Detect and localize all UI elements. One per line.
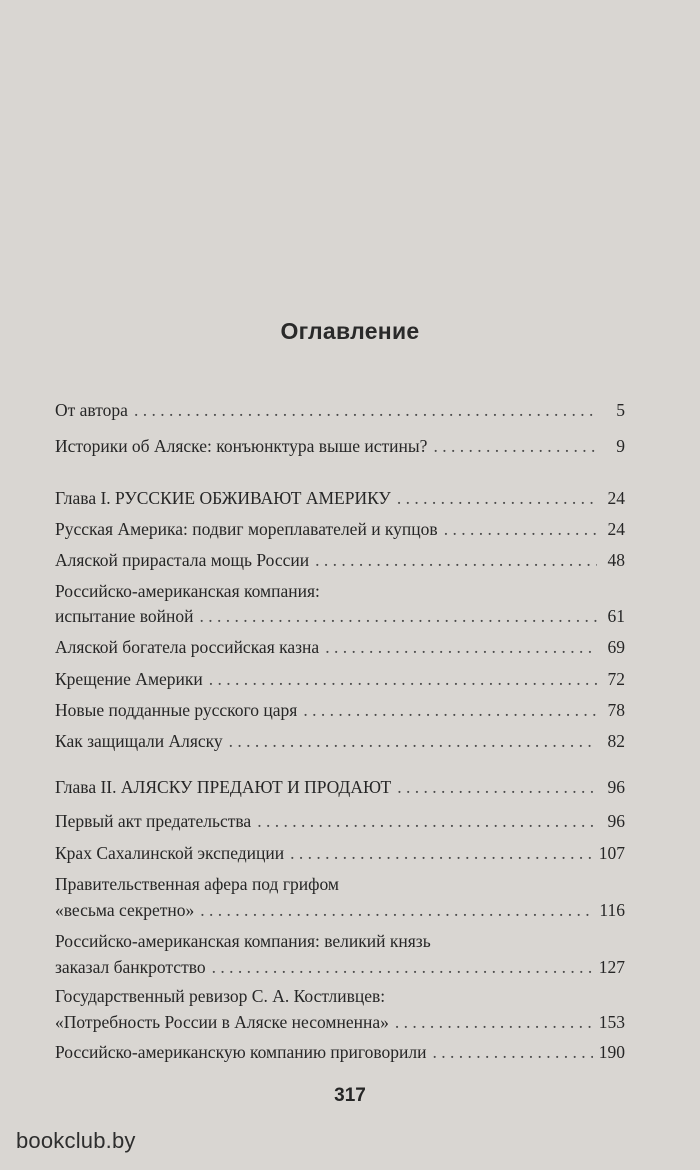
toc-entry [55,636,625,658]
toc-entry [55,1041,625,1063]
toc-entry-title: Аляской богатела российская казна [55,637,320,657]
toc-entry [55,930,625,978]
toc-chapter [55,776,625,798]
dot-leader [200,605,598,627]
toc-entry-page: 48 [607,550,625,570]
dot-leader [444,518,597,540]
dot-leader [397,487,597,509]
toc-entry-title-cont: «Потребность России в Аляске несомненна» [55,1012,389,1032]
watermark: bookclub.by [16,1128,136,1153]
toc-entry-title: Государственный ревизор С. А. Костливцев: [55,986,386,1006]
dot-leader [212,956,593,978]
toc-entry [55,873,625,921]
toc-entry [55,549,625,571]
toc-entry-title-cont: заказал банкротство [55,957,206,977]
toc-entry-page: 96 [607,811,625,831]
toc-chapter-title: Глава II. АЛЯСКУ ПРЕДАЮТ И ПРОДАЮТ [55,777,392,797]
toc-entry-page: 96 [607,777,625,797]
toc-entry-title: Русская Америка: подвиг мореплавателей и купцов [55,519,438,539]
toc-entry [55,668,625,690]
toc-entry-title: Крах Сахалинской экспедиции [55,843,285,863]
toc-entry-page: 127 [598,957,625,977]
dot-leader [315,549,597,571]
toc-entry [55,842,625,864]
toc-entry-title: Российско-американская компания: [55,581,320,601]
toc-entry-page: 5 [616,400,625,420]
toc-entry-title: От автора [55,400,128,420]
toc-entry-title: Историки об Аляске: конъюнктура выше истины? [55,436,428,456]
toc-entry [55,580,625,627]
toc-entry [55,518,625,540]
toc-entry-title: Аляской прирастала мощь России [55,550,310,570]
dot-leader [397,776,597,798]
toc-entry-title: Российско-американскую компанию приговорили [55,1042,427,1062]
toc-entry-page: 107 [598,843,625,863]
toc-entry [55,985,625,1033]
dot-leader [395,1011,593,1033]
toc-entry-title: Правительственная афера под грифом [55,874,339,894]
toc-entry-title: Крещение Америки [55,669,203,689]
toc-entry-title: Первый акт предательства [55,811,252,831]
toc-entry-title-cont: испытание войной [55,606,194,626]
toc-entry-page: 78 [607,700,625,720]
dot-leader [209,668,597,690]
toc-entry-page: 69 [607,637,625,657]
toc-entry [55,699,625,721]
toc-entry-page: 82 [607,731,625,751]
toc-entry-title-cont: «весьма секретно» [55,900,195,920]
page-title: Оглавление [280,318,420,344]
toc-entry-page: 153 [598,1012,625,1032]
toc-entry-page: 61 [607,606,625,626]
toc-entry-page: 190 [598,1042,625,1062]
toc-entry-page: 24 [607,519,625,539]
dot-leader [433,1041,593,1063]
toc-entry-page: 72 [607,669,625,689]
dot-leader [257,810,597,832]
dot-leader [433,435,597,457]
toc-entry [55,810,625,832]
toc-entry [55,399,625,421]
toc-chapter [55,487,625,509]
toc-chapter-title: Глава I. РУССКИЕ ОБЖИВАЮТ АМЕРИКУ [55,488,391,508]
dot-leader [325,636,597,658]
toc-entry-page: 24 [607,488,625,508]
toc-entry-title: Как защищали Аляску [55,731,223,751]
toc-entry-page: 9 [616,436,625,456]
dot-leader [134,399,597,421]
toc-entry [55,435,625,457]
toc-entry-title: Российско-американская компания: великий князь [55,931,431,951]
dot-leader [200,899,593,921]
dot-leader [303,699,597,721]
toc-entry-title: Новые подданные русского царя [55,700,298,720]
dot-leader [229,730,597,752]
toc-entry-page: 116 [599,900,625,920]
page-number: 317 [334,1085,366,1106]
dot-leader [290,842,593,864]
toc-entry [55,730,625,752]
